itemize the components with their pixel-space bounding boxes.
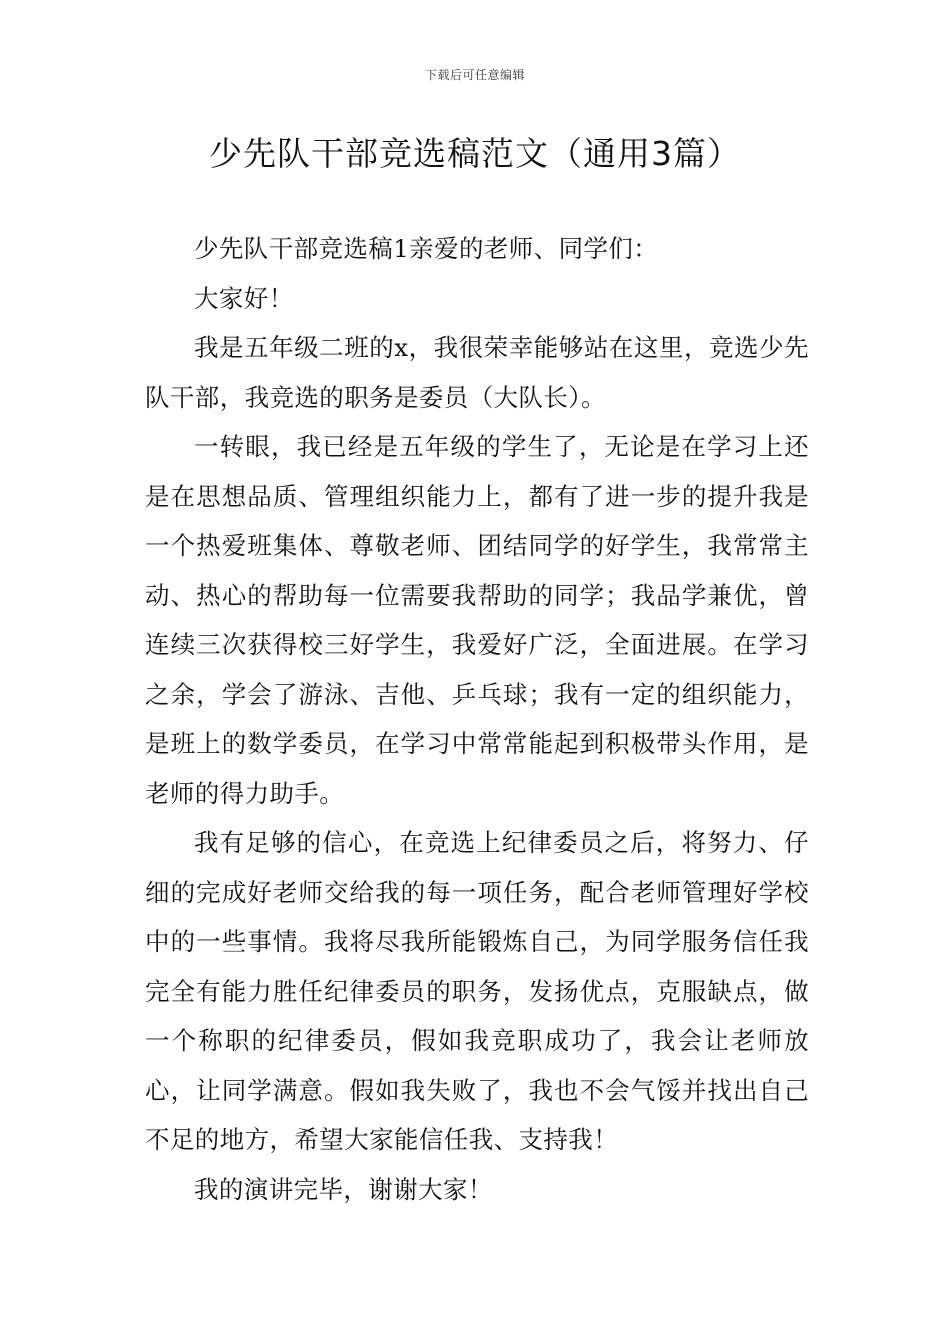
paragraph-closing: 我的演讲完毕，谢谢大家！ — [194, 1174, 493, 1204]
paragraph-commitment: 我有足够的信心，在竞选上纪律委员之后，将努力、仔细的完成好老师交给我的每一项任务，配合老师管理好学校中的一些事情。我将尽我所能锻炼自己，为同学服务信任我完全有能力胜任纪律委员的职务，发扬优点，克服缺点，做一个称职的纪律委员，假如我竞职成功了，我会让老师放心，让同学满意。假如我失败了，我也不会气馁并找出自己不足的地方，希望大家能信任我、支持我！ — [145, 828, 809, 1154]
paragraph-introduction: 我是五年级二班的x，我很荣幸能够站在这里，竞选少先队干部，我竞选的职务是委员（大队长）。 — [145, 333, 809, 412]
paragraph-greeting: 大家好！ — [194, 283, 294, 313]
paragraph-qualifications: 一转眼，我已经是五年级的学生了，无论是在学习上还是在思想品质、管理组织能力上，都有了进一步的提升我是一个热爱班集体、尊敬老师、团结同学的好学生，我常常主动、热心的帮助每一位需要我帮助的同学；我品学兼优，曾连续三次获得校三好学生，我爱好广泛，全面进展。在学习之余，学会了游泳、吉他、乒乓球；我有一定的组织能力，是班上的数学委员，在学习中常常能起到积极带头作用，是老师的得力助手。 — [145, 432, 809, 808]
document-title: 少先队干部竞选稿范文（通用3篇） — [209, 134, 741, 173]
header-note: 下载后可任意编辑 — [424, 68, 525, 82]
document-body — [145, 224, 809, 1214]
paragraph-opening: 少先队干部竞选稿1亲爱的老师、同学们： — [194, 234, 659, 263]
